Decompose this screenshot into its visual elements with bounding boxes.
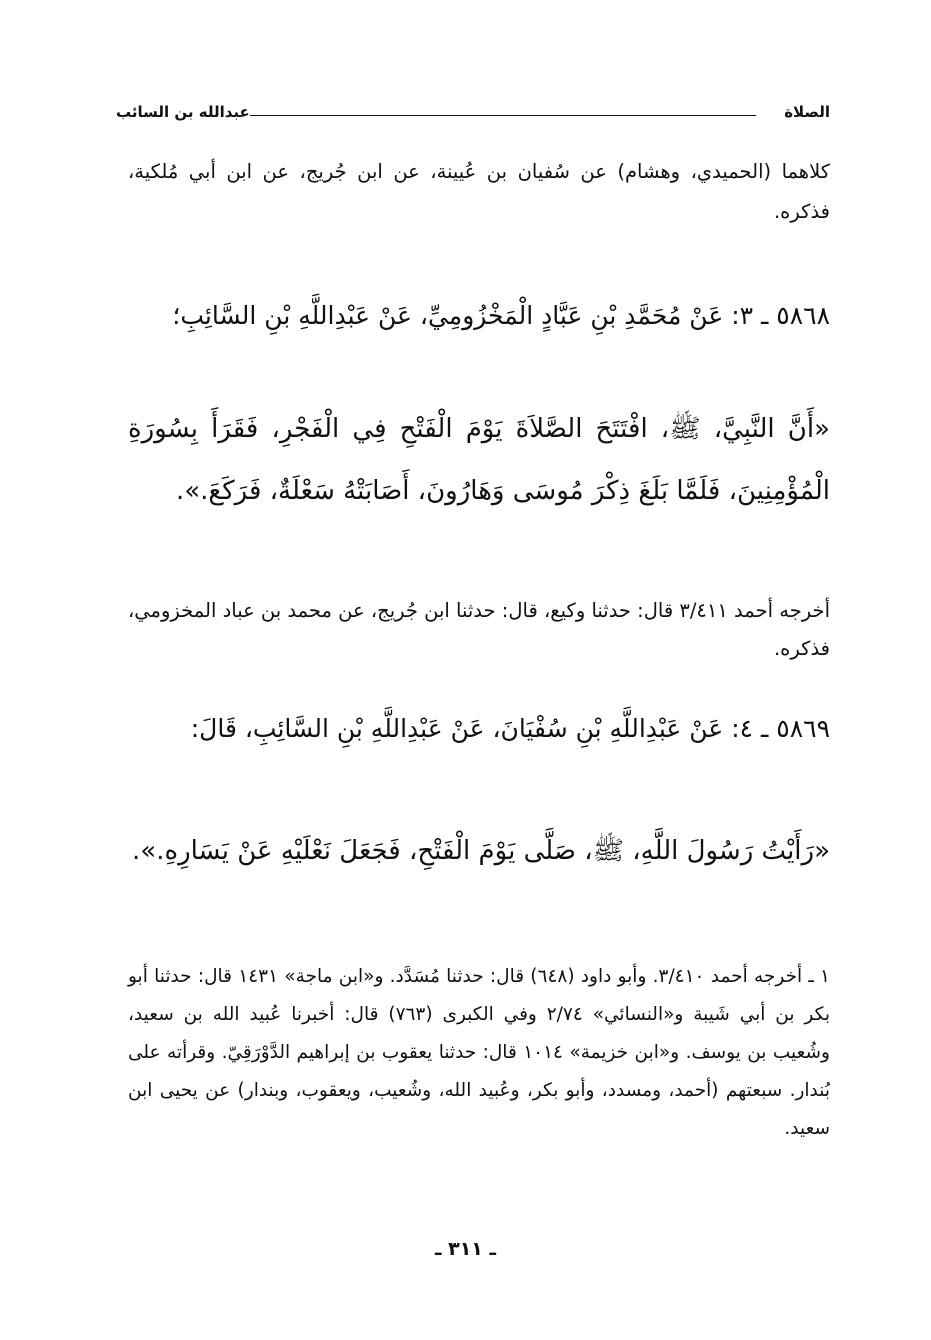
running-header bbox=[116, 94, 830, 122]
hadith-heading-5868: ٥٨٦٨ ـ ٣: عَنْ مُحَمَّدِ بْنِ عَبَّادٍ الْمَخْزُومِيِّ، عَنْ عَبْدِاللَّهِ بْنِ السَّائِبِ؛ bbox=[172, 301, 830, 330]
hadith-text-5868: «أَنَّ النَّبِيَّ، ﷺ، افْتَتَحَ الصَّلاَةَ يَوْمَ الْفَتْحِ فِي الْفَجْرِ، فَقَرَأَ بِسُورَةِ الْمُؤْمِنِينَ، فَلَمَّا بَلَغَ ذِكْرَ مُوسَى وَهَارُونَ، أَصَابَتْهُ سَعْلَةٌ، فَرَكَعَ.». bbox=[128, 414, 830, 506]
header-chapter-title: الصلاة bbox=[784, 103, 830, 121]
header-section-title: عبدالله بن السائب bbox=[116, 103, 250, 121]
hadith-text-5869: «رَأَيْتُ رَسُولَ اللَّهِ، ﷺ، صَلَّى يَوْمَ الْفَتْحِ، فَجَعَلَ نَعْلَيْهِ عَنْ يَسَارِهِ.». bbox=[132, 836, 830, 866]
footnote-takhrij-5869: ١ ـ أخرجه أحمد ٣/٤١٠. وأبو داود (٦٤٨) قال: حدثنا مُسَدَّد. و«ابن ماجة» ١٤٣١ قال: حدثنا أبو بكر بن أبي شَيبة و«النسائي» ٢/٧٤ وفي الكبرى (٧٦٣) قال: أخبرنا عُبيد الله بن سعيد، وشُعيب بن يوسف. و«ابن خزيمة» ١٠١٤ قال: حدثنا يعقوب بن إبراهيم الدَّوْرَقِيّ. وقرأته على بُندار. سبعتهم (أحمد، ومسدد، وأبو بكر، وعُبيد الله، وشُعيب، ويعقوب، وبندار) عن يحيى ابن سعيد. bbox=[128, 966, 831, 1139]
paragraph-takhrij-5868: أخرجه أحمد ٣/٤١١ قال: حدثنا وكيع، قال: حدثنا ابن جُريج، عن محمد بن عباد المخزومي، فذكره. bbox=[128, 599, 830, 660]
paragraph-chain-of-narration: كلاهما (الحميدي، وهشام) عن سُفيان بن عُيينة، عن ابن جُريج، عن ابن أبي مُلكية، فذكره. bbox=[128, 160, 830, 223]
header-rule bbox=[220, 115, 756, 116]
hadith-heading-5869: ٥٨٦٩ ـ ٤: عَنْ عَبْدِاللَّهِ بْنِ سُفْيَانَ، عَنْ عَبْدِاللَّهِ بْنِ السَّائِبِ، قَالَ: bbox=[190, 714, 830, 743]
page-number: ـ ٣١١ ـ bbox=[434, 1238, 496, 1260]
